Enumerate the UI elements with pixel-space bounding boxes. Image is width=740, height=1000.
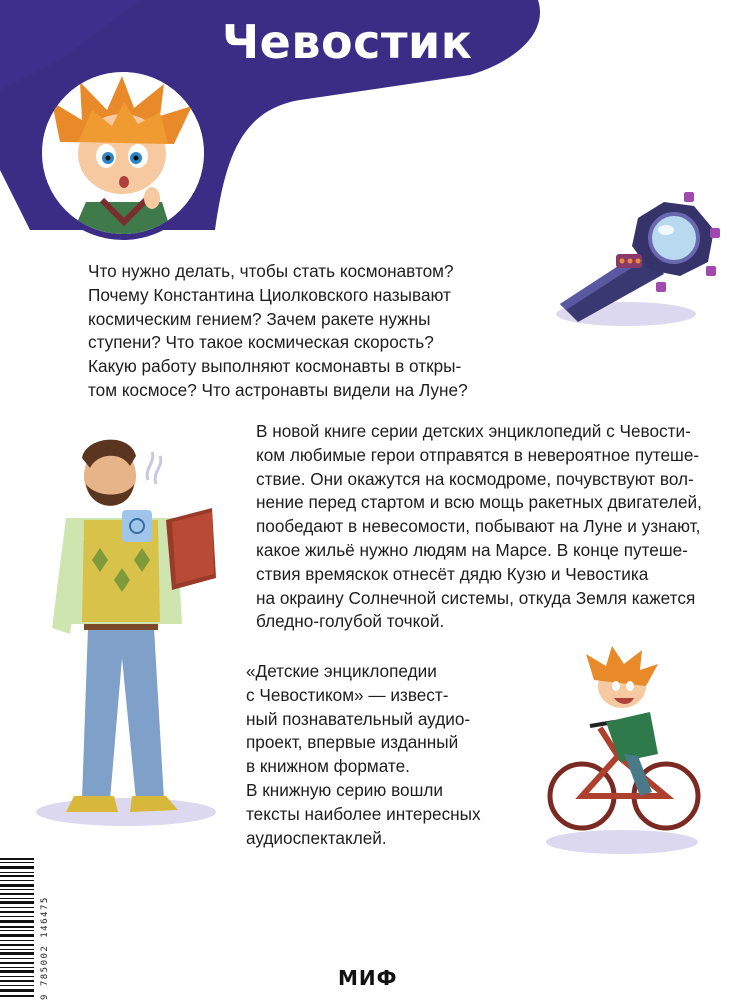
text-line: ствие. Они окажутся на космодроме, почувствуют вол-: [256, 468, 694, 489]
uncle-kuzya-illustration: [26, 428, 246, 828]
description-paragraph: [256, 420, 702, 634]
text-line: пообедают в невесомости, побывают на Луне и узнают,: [256, 516, 701, 537]
text-line: нение перед стартом и всю мощь ракетных двигателей,: [256, 492, 702, 513]
book-title: Чевостик: [222, 15, 473, 69]
about-paragraph: [246, 660, 481, 850]
text-line: том космосе? Что астронавты видели на Луне?: [88, 379, 468, 400]
text-line: ком любимые герои отправятся в невероятное путеше-: [256, 444, 700, 465]
text-line: ствия времяскок отнесёт дядю Кузю и Чевостика: [256, 563, 649, 584]
text-line: космическим гением? Зачем ракете нужны: [88, 308, 431, 329]
time-jumper-illustration: [546, 178, 728, 330]
isbn-number: 9 785002 146475: [40, 896, 50, 1000]
text-line: Какую работу выполняют космонавты в откры-: [88, 356, 462, 377]
chevostik-portrait: [36, 66, 210, 240]
text-line: бледно-голубой точкой.: [256, 611, 445, 632]
questions-paragraph: [88, 260, 468, 403]
text-line: В книжную серию вошли: [246, 779, 443, 800]
text-line: тексты наиболее интересных: [246, 803, 481, 824]
text-line: с Чевостиком» — извест-: [246, 684, 449, 705]
text-line: Что нужно делать, чтобы стать космонавтом?: [88, 261, 454, 281]
text-line: ный познавательный аудио-: [246, 708, 471, 729]
text-line: аудиоспектаклей.: [246, 827, 387, 848]
text-line: проект, впервые изданный: [246, 732, 459, 753]
text-line: ступени? Что такое космическая скорость?: [88, 332, 434, 353]
text-line: на окраину Солнечной системы, откуда Земля кажется: [256, 587, 696, 608]
text-line: Почему Константина Циолковского называют: [88, 284, 451, 305]
text-line: какое жильё нужно людям на Марсе. В конце путеше-: [256, 539, 688, 560]
text-line: «Детские энциклопедии: [246, 661, 437, 681]
chevostik-bicycle-illustration: [540, 646, 710, 860]
text-line: в книжном формате.: [246, 756, 410, 777]
text-line: В новой книге серии детских энциклопедий с Чевости-: [256, 421, 691, 441]
publisher-logo: МИФ: [338, 966, 398, 990]
